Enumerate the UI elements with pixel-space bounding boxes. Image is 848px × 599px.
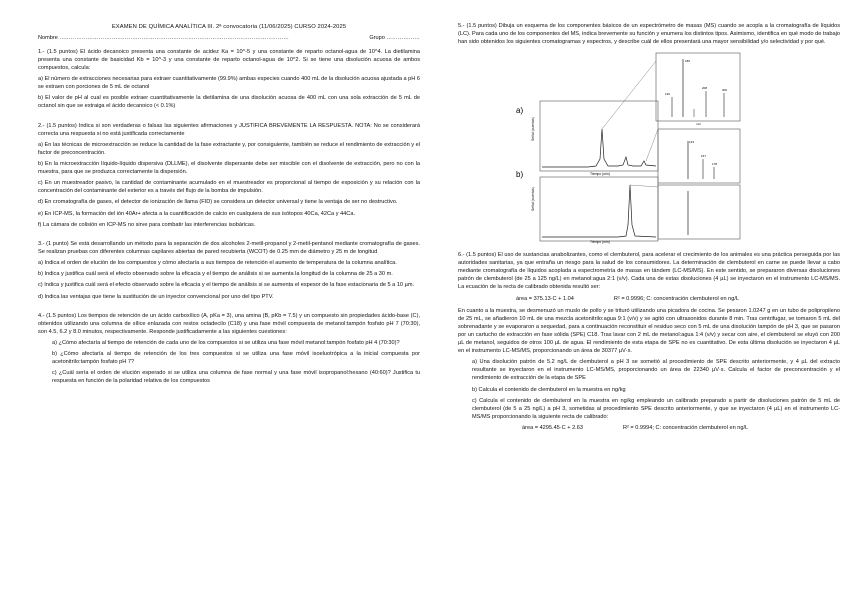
name-field: Nombre ……………………………………………………………………………………………………………	[38, 35, 289, 41]
q2-a: a) En las técnicas de microextracción se reduce la cantidad de la fase extractante y, por consiguiente, también se reduce el rendimiento de extracción y el factor de preconcentración.	[38, 141, 420, 156]
q3-d: d) Indica las ventajas que tiene la sustitución de un inyector convencional por uno del tipo PTV.	[38, 293, 274, 300]
right-column	[458, 22, 840, 435]
q2-b: b) En la microextracción líquido-líquido dispersiva (DLLME), el disolvente dispersante debe ser miscible con el disolvente de extracción, pero no con la muestra, para que se produzca correctamente la dispersión.	[38, 160, 420, 175]
spec-a2-peak-3: 178	[712, 162, 718, 167]
q6-eq1-right: R² = 0.9996; C: concentración clembuterol en ng/L	[613, 296, 740, 303]
chromatogram-b	[531, 177, 658, 244]
chromatogram-a-ylabel: Señal (cuentas)	[531, 117, 535, 142]
chromatogram-a-xlabel: Tiempo (min)	[590, 172, 610, 177]
spectrum-a2	[658, 129, 740, 183]
q6-eq2-left: área = 4295.45·C + 2.63	[522, 424, 583, 431]
chromatogram-a	[531, 101, 658, 176]
spec-a2-peak-2: 167	[701, 154, 707, 159]
chromatogram-b-xlabel: Tiempo (min)	[590, 240, 610, 245]
q1-stem: 1.- (1.5 puntos) El ácido decanoico presenta una constante de acidez Ka = 10^-5 y una constante de reparto octanol-agua de 10^4. La dietilamina presenta una constante de basicidad Kb = 10^-3 y una constante de reparto octanol-agua de 10^2. Si se tiene una disolución acuosa de ambos compuestos, calcula:	[38, 49, 420, 71]
figure-label-b: b)	[516, 170, 524, 180]
q3-b: b) Indica y justifica cuál será el efecto observado sobre la eficacia y el tiempo de análisis si se aumenta la longitud de la columna de 25 a 30 m.	[38, 271, 393, 278]
q6-stem: 6.- (1.5 puntos) El uso de sustancias anabolizantes, como el clembuterol, para acelerar el crecimiento de los animales es una práctica perseguida por las autoridades sanitarias, ya que entraña un riesgo para la salud de los consumidores. La determinación de clembuterol en carne se puede llevar a cabo mediante cromatografía de líquidos acoplada a espectrometría de masas en tándem (LC-MS/MS). En este sentido, se prepararon diversas disoluciones patrón de clembuterol (de 25 a 125 ng/L) en metanol:agua 2:1 (v/v). Cada una de estas disoluciones (4 µL) se inyectaron en el instrumento LC-MS/MS. La ecuación de la recta de calibrado obtenida resultó ser:	[458, 252, 840, 291]
spectrum-a1	[656, 53, 740, 126]
exam-title: EXAMEN DE QUÍMICA ANALÍTICA III. 2ª convocatoria (11/06/2025) CURSO 2024-2025	[111, 24, 347, 30]
left-column	[38, 0, 420, 389]
q6-calibration-1	[458, 295, 840, 303]
spec-a1-peak-4: 300	[722, 88, 728, 93]
q2-c: c) En un muestreador pasivo, la cantidad de contaminante acumulado en el muestreador es proporcional al tiempo de exposición y su relación con la concentración del contaminante del exterior es a través del flujo de la bomba de impulsión.	[38, 180, 420, 195]
spec-a1-peak-3: 208	[702, 86, 708, 91]
q1-a: a) El número de extracciones necesarias para extraer cuantitativamente (99.9%) ambas especies cuando 400 mL de la disolución acuosa ajustada a pH 6 se extraen con porciones de 5 mL de octanol	[38, 76, 420, 91]
spec-a1-xlabel: m/z	[696, 122, 701, 127]
spec-a1-peak-1: 185	[685, 59, 691, 64]
ms-figure-svg	[458, 49, 840, 245]
spec-a2-peak-1: 123	[689, 140, 695, 145]
figure-label-a: a)	[516, 106, 524, 116]
q4-c: c) ¿Cuál sería el orden de elución esperado si se utiliza una columna de fase normal y una fase móvil isopropanol:hexano (40:60)? Justifica tu respuesta en función de la polaridad relativa de los compuestos	[52, 370, 420, 385]
q2-d: d) En cromatografía de gases, el detector de ionización de llama (FID) se considera un detector universal y tiene la ventaja de ser no destructivo.	[38, 199, 398, 206]
q2-stem: 2.- (1.5 puntos) Indica si son verdaderas o falsas las siguientes afirmaciones y JUSTIFICA BREVEMENTE LA RESPUESTA. NOTA: No se considerará correcta una respuesta si no está justificada correctamente	[38, 122, 420, 137]
q2-f: f) La cámara de colisión en ICP-MS no sirve para combatir las interferencias isobáricas.	[38, 221, 256, 228]
spectrum-b	[658, 185, 740, 239]
q5-stem: 5.- (1.5 puntos) Dibuja un esquema de los componentes básicos de un espectrómetro de masas (MS) cuando se acopla a la cromatografía de líquidos (LC). Para cada uno de los componentes del MS, indica brevemente su función y enumera los distintos tipos. Asimismo, identifica en qué modo de trabajo han sido obtenidos los siguientes cromatogramas y espectros, y describe cuál de ellos presentará una mayor sensibilidad y/o selectividad y por qué.	[458, 23, 840, 45]
q6-calibration-2	[458, 424, 840, 432]
group-field: Grupo ………………	[369, 35, 420, 41]
chromatogram-b-ylabel: Señal (cuentas)	[531, 187, 535, 212]
q4-a: a) ¿Cómo afectaría al tiempo de retención de cada uno de los compuestos si se utiliza una fase móvil metanol:tampón fosfato pH 4 (70:30)?	[52, 340, 400, 346]
name-group-line	[38, 34, 420, 42]
q6-eq2-right: R² = 0.9994; C: concentración clembuterol en ng/L	[622, 424, 749, 431]
q3-a: a) Indica el orden de elución de los compuestos y cómo afectaría a sus tiempos de retención el aumento de temperatura de la columna analítica.	[38, 260, 397, 267]
q2-e: e) En ICP-MS, la formación del ión 40Ar+ afecta a la cuantificación de calcio en cualquiera de sus isótopos 40Ca, 42Ca y 44Ca.	[38, 210, 356, 217]
q4-b: b) ¿Cómo afectaría al tiempo de retención de los tres compuestos si se utiliza una fase móvil isoeluotrópica a la inicial compuesta por acetonitrilo:tampón fosfato pH 7?	[52, 351, 420, 366]
q6-b: b) Calcula el contenido de clembuterol en la muestra en ng/kg	[472, 386, 626, 393]
q6-a: a) Una disolución patrón de 5.2 ng/L de clembuterol a pH 3 se sometió al procedimiento de SPE descrito anteriormente, y 4 µL del extracto resultante se inyectaron en el instrumento LC-MS/MS, proporcionando un área de 22340 µV·s. Calcula el factor de preconcentración y el rendimiento de extracción de la etapa de SPE	[472, 359, 840, 382]
ms-figure	[458, 49, 840, 245]
spec-a1-peak-2: 130	[665, 92, 671, 97]
q6-paragraph-2: En cuanto a la muestra, se desmenuzó un muslo de pollo y se trituró utilizando una picadora de cocina. Se pesaron 1.0247 g en un tubo de polipropileno de 25 mL, se añadieron 10 mL de una mezcla acetonitrilo:agua 9:1 (v/v) y se agitó con ultrasonidos durante 8 min. Tras centrifugar, se tomaron 5 mL del sobrenadante y se evaporaron a sequedad, para a continuación reconstituir el residuo seco con 5 mL de una disolución tampón de pH 3, que se pasaron por un cartucho de extracción en fase sólida (SPE) C18. Tras lavar con 2 mL de metanol:agua 1:4 (v/v) y secar con aire, el clembuterol se eluyó con 200 µL de metanol, seguidos de otros 100 µL de agua. El rendimiento de esta etapa de SPE no es cuantitativo. De esta última disolución se inyectaron 4 µL en el instrumento LC-MS/MS, proporcionando un área de 30377 µV·s.	[458, 308, 840, 355]
q3-c: c) Indica y justifica cuál será el efecto observado sobre la eficacia y el tiempo de análisis si se aumenta el espesor de la fase estacionaria de 5 a 10 µm.	[38, 282, 415, 289]
q4-stem: 4.- (1.5 puntos) Los tiempos de retención de un ácido carboxílico (A, pKa = 3), una amina (B, pKb = 7.5) y un compuesto sin propiedades ácido-base (C), obtenidos utilizando una columna de sílice enlazada con restos octadecilo (C18) y una fase móvil compuesta de metanol:tampón fosfato pH 7 (70:30), son 4.5, 6.2 y 8.0 minutos, respectivamente. Responde justificadamente a las siguientes cuestiones:	[38, 312, 420, 335]
q1-b: b) El valor de pH al cual es posible extraer cuantitativamente la dietilamina de una disolución acuosa de 400 mL con una sola extracción de 5 mL de octanol sin que se extraiga el ácido decanoico (< 0.1%)	[38, 95, 420, 110]
q6-eq1-left: área = 375.13·C + 1.04	[516, 296, 574, 303]
q3-stem: 3.- (1 punto) Se está desarrollando un método para la separación de dos alcoholes 2-metil-propanol y 2-metil-pentanol mediante cromatografía de gases. Se realizan pruebas con diferentes columnas capilares abiertas de pared recubierta (WCOT) de 0.25 mm de diámetro y 25 m de longitud	[38, 240, 420, 255]
q6-c: c) Calcula el contenido de clembuterol en la muestra en ng/kg empleando un calibrado preparado a partir de disoluciones patrón de 5 mL de clembuterol (de 5 a 25 ng/L) a pH 3, sometidas al procedimiento SPE descrito anteriormente, y que se inyectaron (4 µL) en el instrumento LC-MS/MS proporcionando la siguiente recta de calibrado:	[472, 397, 840, 420]
